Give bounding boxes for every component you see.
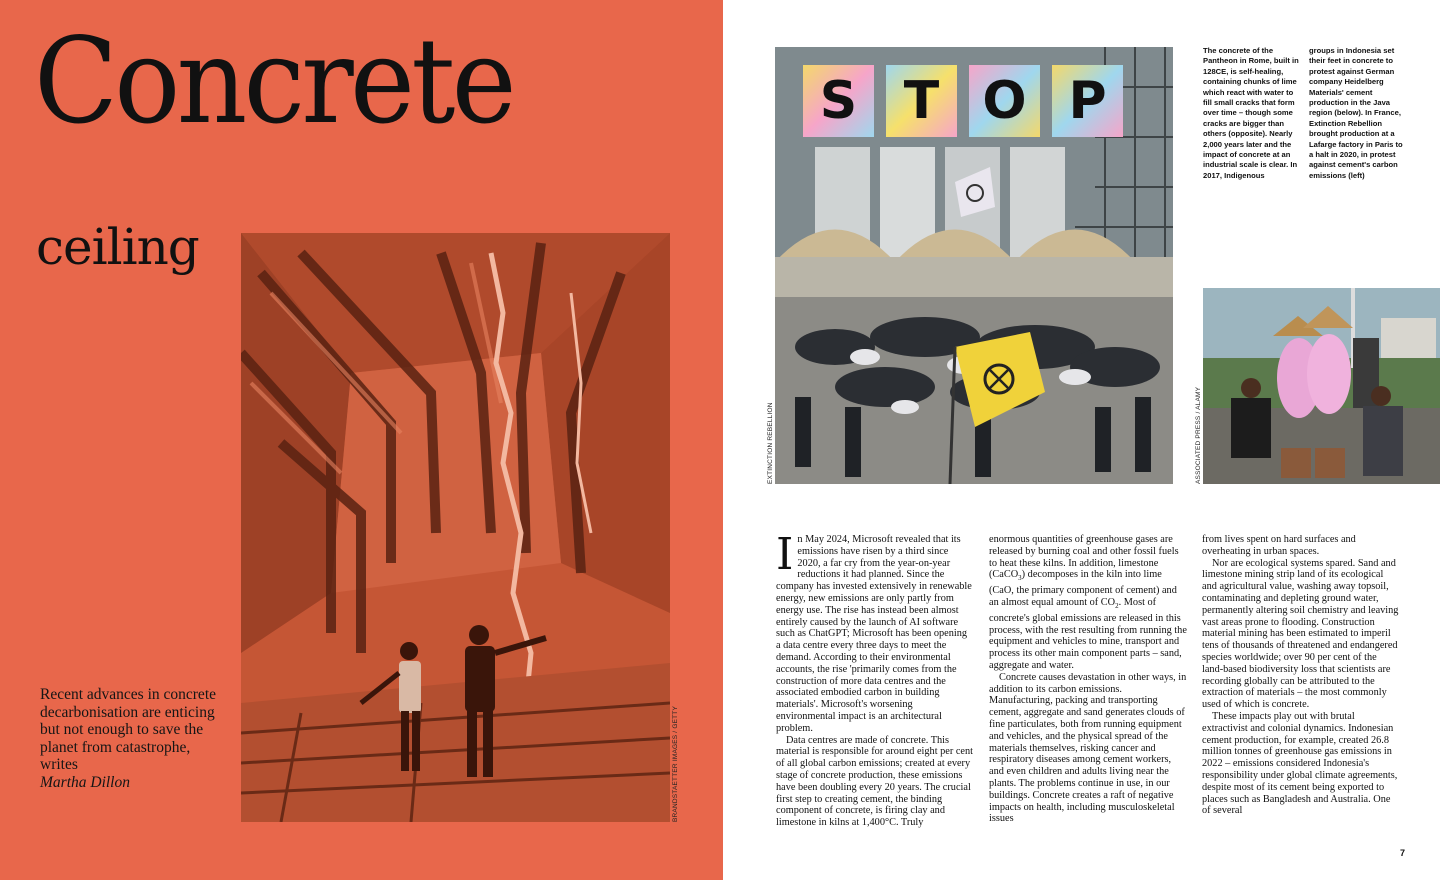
body-paragraph: from lives spent on hard surfaces and overheating in urban spaces.: [1202, 534, 1356, 557]
banner-letter-t: [886, 65, 957, 137]
body-text-segment: ) decomposes in the kiln into lime (CaO, the primary component of cement) and an almost equal amount of CO: [989, 569, 1177, 609]
caption-col-1: The concrete of the Pantheon in Rome, built in 128CE, is self-healing, containing chunks of lime which react with water to fill small cracks that form over time – though some cracks are bigger than others (opposite). Nearly 2,000 years later and the impact of concrete at an industrial scale is clear. In 2017, Indigenous: [1203, 46, 1299, 180]
hero-photo-credit: BRANDSTAETTER IMAGES / GETTY: [672, 706, 679, 822]
body-paragraph-text: n May 2024, Microsoft revealed that its emissions have risen by a third since 2020, a far cry from the year-on-year reductions it had planned. Since the company has invested extensively in renewable energy, new emissions are only partly from energy use. The rise has instead been almost entirely caused by the launch of AI software such as ChatGPT; Microsoft has been opening a data centre every three days to meet the demand. According to their environmental accounts, the rise 'primarily comes from the construction of more data centres and the associated embodied carbon in building materials'. Microsoft's worsening environmental impact is an architectural problem.: [776, 534, 972, 734]
banner-letter-p-text: P: [1068, 71, 1107, 131]
right-page: [723, 0, 1445, 880]
banner-letter-t-text: T: [903, 71, 940, 131]
body-column-1: [776, 529, 974, 829]
standfirst-text: Recent advances in concrete decarbonisation are enticing but not enough to save the planet from catastrophe, writes: [40, 686, 217, 773]
indonesia-photo-illustration: [1203, 288, 1440, 484]
article-title: Concrete: [34, 12, 513, 150]
stop-banner: [803, 65, 1123, 137]
indonesia-protest-photo: [1203, 288, 1440, 484]
body-paragraph: These impacts play out with brutal extractivist and colonial dynamics. Indonesian cement production, for example, created 26.8 million tonnes of greenhouse gas emissions in 2022 – emissions considered Indonesia's responsibility under global climate agreements, despite most of its cement being exported to places such as Bangladesh and Australia. One of several: [1202, 710, 1398, 817]
banner-letter-o: [969, 65, 1040, 137]
body-paragraph: Concrete causes devastation in other ways, in addition to its carbon emissions. Manufacturing, packing and transporting cement, aggregate and sand generates clouds of fine particulates, both from running equipment and vehicles, and the physical spread of the materials themselves, risking cancer and respiratory diseases among cement workers, and even children and adults living near the plants. The problems continue in use, in our buildings. Concrete creates a raft of negative impacts on health, including musculoskeletal issues: [989, 671, 1187, 825]
protest-photo: [775, 47, 1173, 484]
body-paragraph: Data centres are made of concrete. This material is responsible for around eight per cent of all global carbon emissions; created at every stage of concrete production, these emissions have been doubling every 20 years. The crucial first step to creating cement, the binding component of concrete, is firing clay and limestone in kilns at 1,400°C. Truly: [776, 734, 974, 829]
hero-photo-pantheon: [241, 233, 670, 822]
hero-photo-illustration: [241, 233, 670, 822]
banner-letter-o-text: O: [982, 71, 1027, 131]
banner-letter-s-text: S: [819, 71, 858, 131]
protest-photo-credit: EXTINCTION REBELLION: [767, 402, 774, 484]
indonesia-photo-credit: ASSOCIATED PRESS / ALAMY: [1195, 386, 1202, 484]
banner-letter-s: [803, 65, 874, 137]
body-text-segment: . Most of concrete's global emissions are released in this process, with the rest resulting from running the equipment and vehicles to mine, transport and process its other main component parts – sand, aggregate and water.: [989, 597, 1187, 672]
caption-col-2: groups in Indonesia set their feet in concrete to protest against German company Heidelberg Materials' cement production in the Java region (below). In France, Extinction Rebellion brought production at a Lafarge factory in Paris to a halt in 2020, in protest against cement's carbon emissions (left): [1309, 46, 1403, 180]
subscript: 3: [1018, 574, 1022, 583]
page-number: 7: [1399, 848, 1405, 858]
subscript: 2: [1115, 602, 1119, 611]
standfirst: [40, 686, 230, 791]
body-paragraph: [776, 529, 974, 735]
body-column-3: [1202, 534, 1400, 817]
banner-letter-p: [1052, 65, 1123, 137]
article-subtitle: ceiling: [36, 218, 199, 276]
body-text-segment: enormous quantities of greenhouse gases are released by burning coal and other fossil fuels to heat these kilns. In addition, limestone (CaCO: [989, 534, 1179, 581]
body-column-2: [989, 534, 1187, 825]
author-byline: Martha Dillon: [40, 773, 130, 791]
body-paragraph: [989, 534, 1187, 672]
drop-cap: I: [776, 529, 794, 580]
body-paragraph: Nor are ecological systems spared. Sand and limestone mining strip land of its ecological and agricultural value, washing away topsoil, contaminating and depleting ground water, permanently altering soil chemistry and leaving vast areas prone to flooding. Construction material mining has been estimated to imperil tens of thousands of threatened and endangered species worldwide; over 90 per cent of the land-based biodiversity loss that scientists are recording globally can be attributed to the extraction of materials – the most commonly used of which is concrete.: [1202, 557, 1399, 711]
